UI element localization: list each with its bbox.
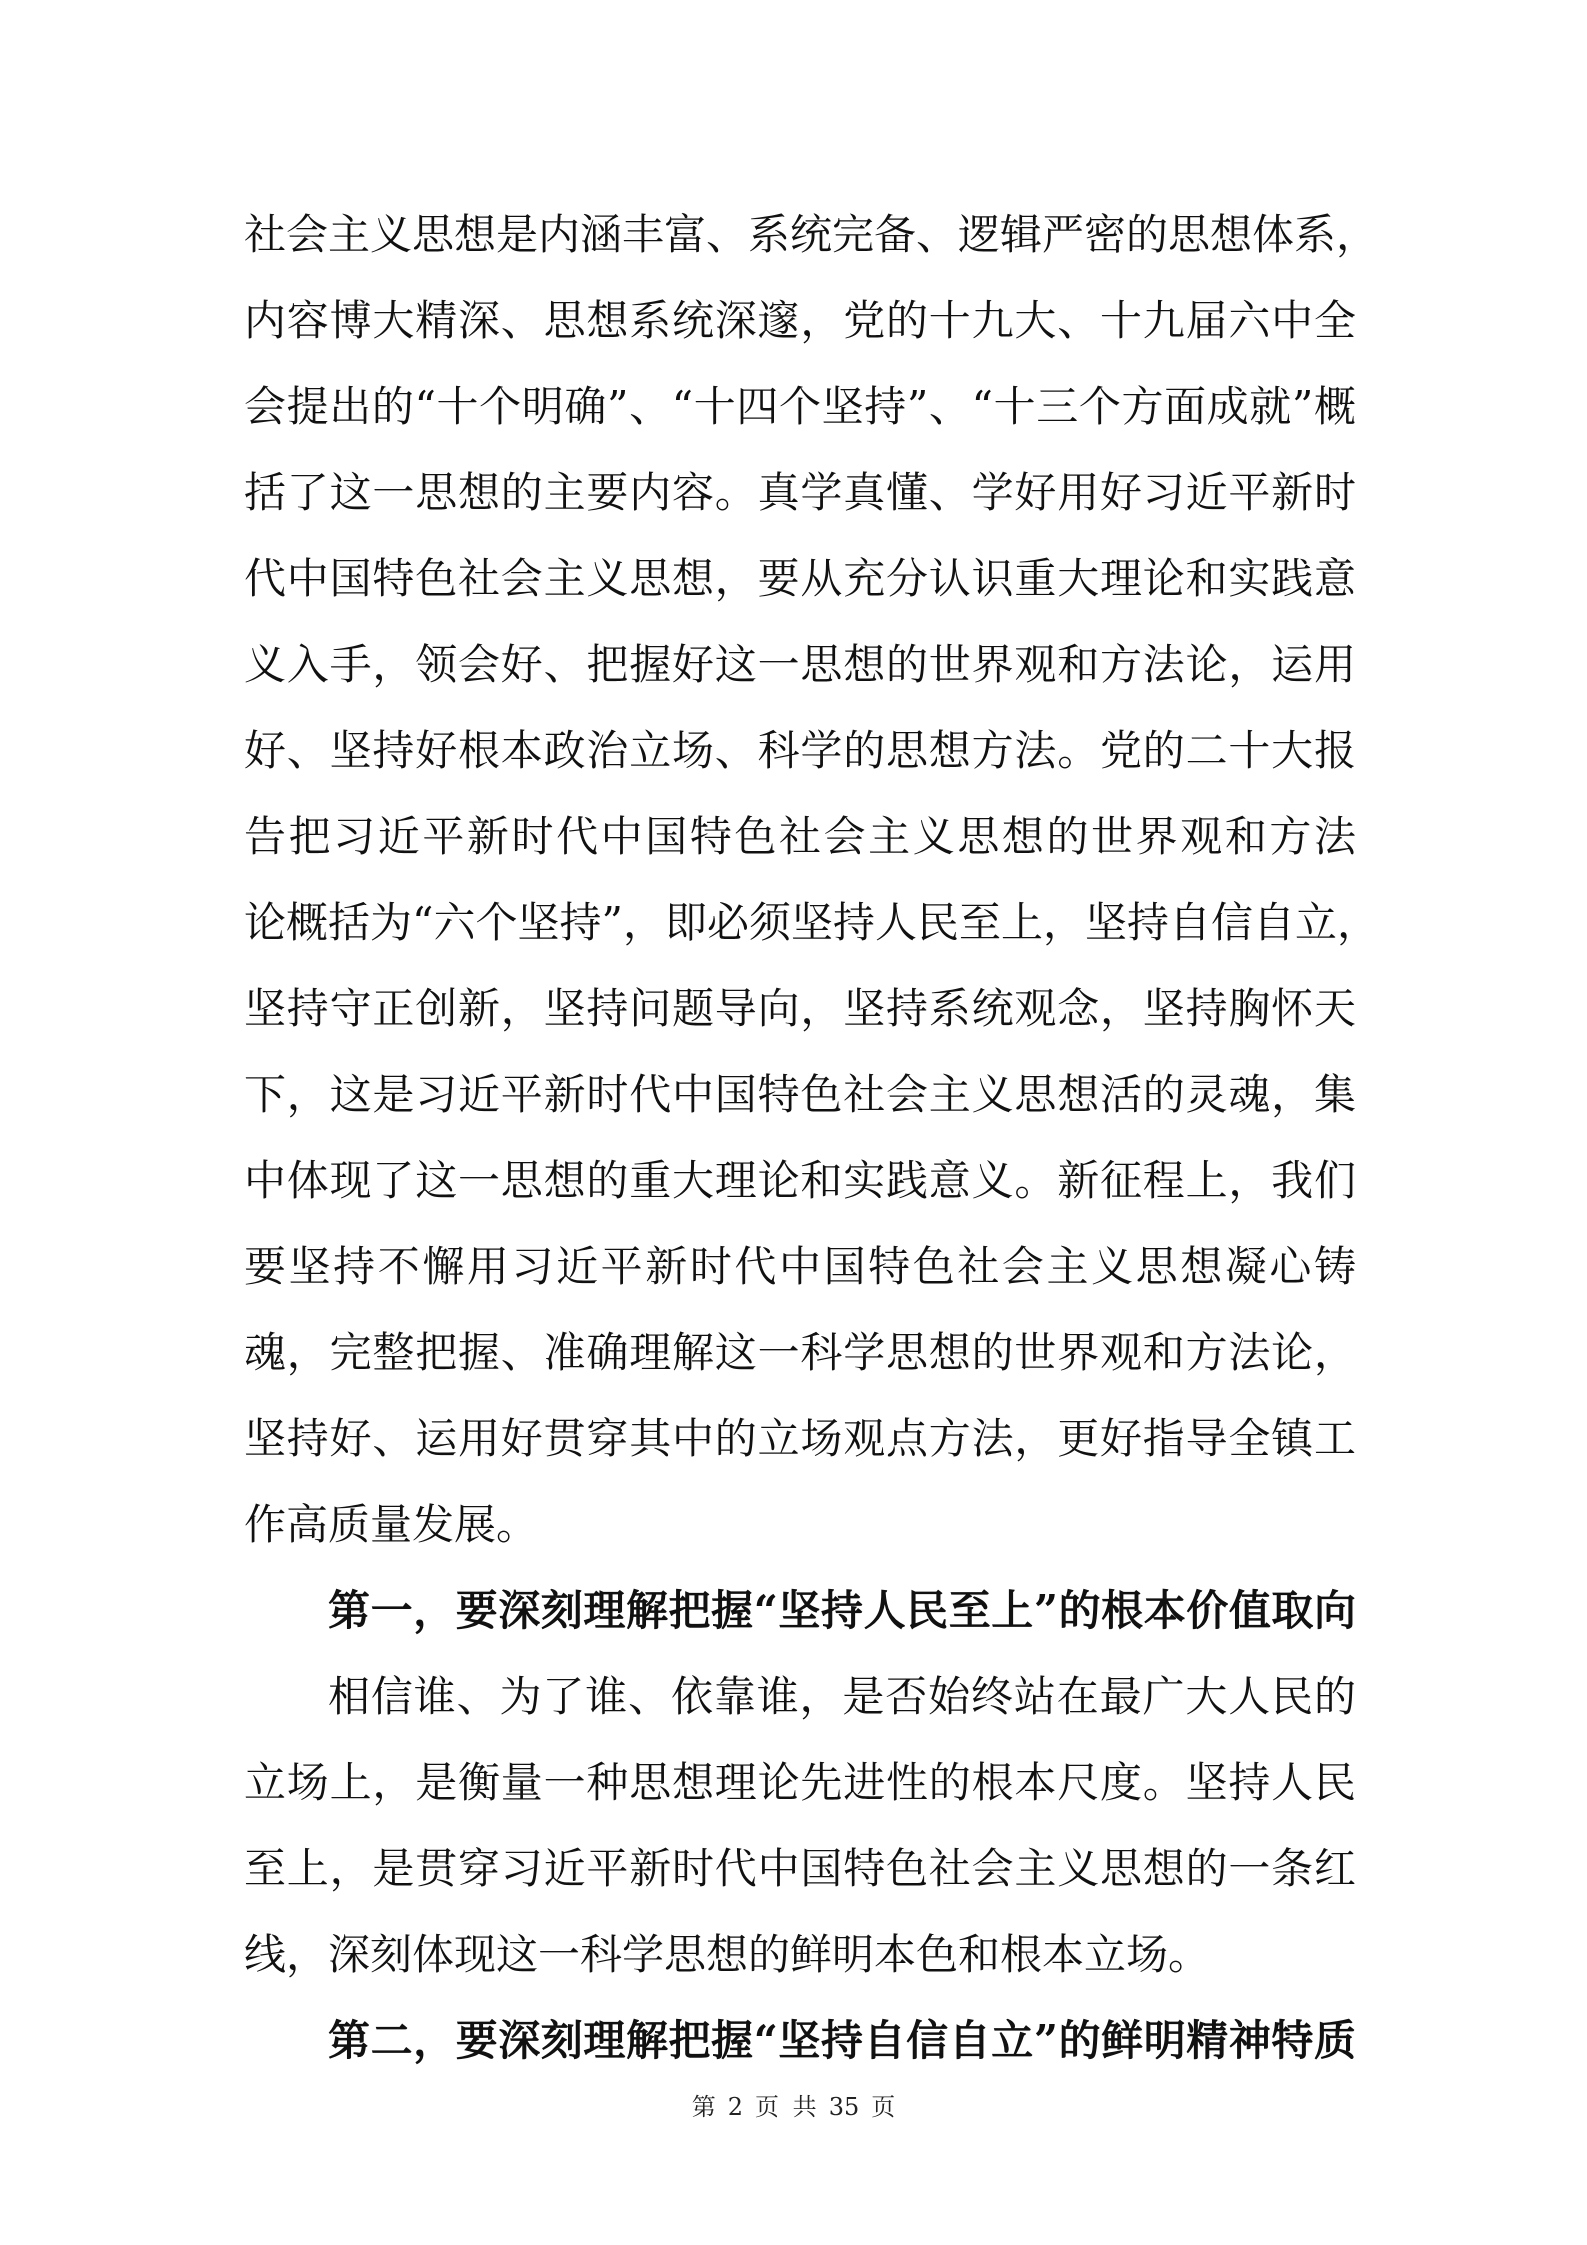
text-line: 立场上，是衡量一种思想理论先进性的根本尺度。坚持人民: [244, 1758, 1356, 1807]
text-line: 要坚持不懈用习近平新时代中国特色社会主义思想凝心铸: [244, 1242, 1356, 1291]
footer-middle: 页 共: [755, 2093, 817, 2121]
text-line: 魂，完整把握、准确理解这一科学思想的世界观和方法论，: [244, 1328, 1356, 1377]
section-heading-second: 第二，要深刻理解把握“坚持自信自立”的鲜明精神特质: [328, 2016, 1356, 2065]
text-line: 中体现了这一思想的重大理论和实践意义。新征程上，我们: [244, 1156, 1356, 1205]
footer-prefix: 第: [691, 2093, 716, 2121]
text-line: 好、坚持好根本政治立场、科学的思想方法。党的二十大报: [244, 726, 1356, 775]
body-text: [244, 192, 1379, 2084]
footer-total-pages: 35: [828, 2093, 860, 2121]
text-line: 作高质量发展。: [244, 1500, 539, 1549]
footer-current-page: 2: [727, 2093, 744, 2121]
page-footer: [0, 2092, 1587, 2122]
text-line: 相信谁、为了谁、依靠谁，是否始终站在最广大人民的: [328, 1672, 1356, 1721]
text-line: 会提出的“十个明确”、“十四个坚持”、“十三个方面成就”概: [244, 382, 1356, 431]
text-line: 社会主义思想是内涵丰富、系统完备、逻辑严密的思想体系，: [244, 210, 1379, 259]
text-line: 坚持好、运用好贯穿其中的立场观点方法，更好指导全镇工: [244, 1414, 1356, 1463]
text-line: 内容博大精深、思想系统深邃，党的十九大、十九届六中全: [244, 296, 1356, 345]
text-line: 论概括为“六个坚持”，即必须坚持人民至上，坚持自信自立，: [244, 898, 1379, 947]
text-line: 告把习近平新时代中国特色社会主义思想的世界观和方法: [244, 812, 1356, 861]
text-line: 坚持守正创新，坚持问题导向，坚持系统观念，坚持胸怀天: [244, 984, 1356, 1033]
text-line: 下，这是习近平新时代中国特色社会主义思想活的灵魂，集: [244, 1070, 1356, 1119]
text-line: 至上，是贯穿习近平新时代中国特色社会主义思想的一条红: [244, 1844, 1356, 1893]
text-line: 义入手，领会好、把握好这一思想的世界观和方法论，运用: [244, 640, 1356, 689]
text-line: 线，深刻体现这一科学思想的鲜明本色和根本立场。: [244, 1930, 1211, 1979]
text-line: 括了这一思想的主要内容。真学真懂、学好用好习近平新时: [244, 468, 1356, 517]
text-line: 代中国特色社会主义思想，要从充分认识重大理论和实践意: [244, 554, 1356, 603]
footer-suffix: 页: [871, 2093, 896, 2121]
section-heading-first: 第一，要深刻理解把握“坚持人民至上”的根本价值取向: [328, 1586, 1356, 1635]
